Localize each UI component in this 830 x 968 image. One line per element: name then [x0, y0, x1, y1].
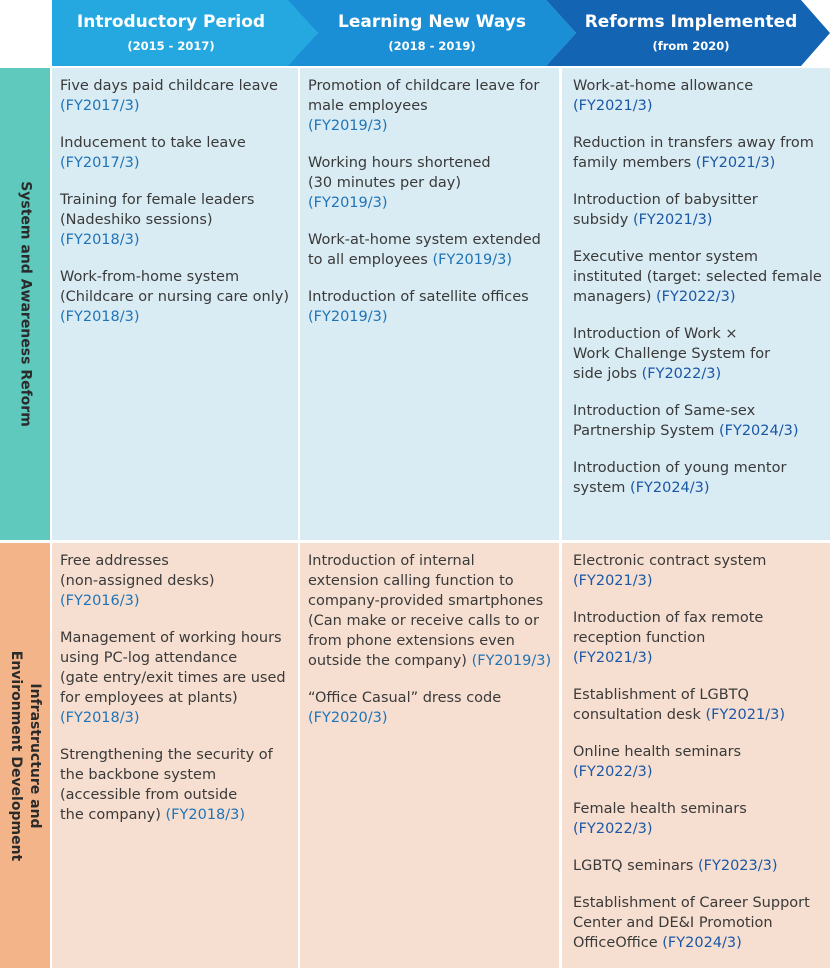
reform-item-text: Establishment of LGBTQ: [573, 687, 749, 703]
reform-item-text: extension calling function to: [308, 573, 514, 589]
fiscal-year-label: (FY2018/3): [60, 710, 140, 726]
fiscal-year-label: (FY2019/3): [432, 252, 512, 268]
reform-item-text: (accessible from outside: [60, 787, 238, 803]
reform-item-text: LGBTQ seminars: [573, 858, 694, 874]
reform-item-text: Introduction of babysitter: [573, 192, 758, 208]
reform-item-text: Inducement to take leave: [60, 135, 246, 151]
reform-item: [573, 247, 824, 307]
row-label-line: Infrastructure and: [27, 682, 43, 829]
fiscal-year-label: (FY2021/3): [705, 707, 785, 723]
reform-item: [308, 76, 553, 136]
reform-item-text: reception function: [573, 630, 706, 646]
reform-item: [60, 76, 292, 116]
fiscal-year-label: (FY2023/3): [697, 858, 778, 874]
reform-item-text: the company): [60, 807, 161, 823]
reform-item: [573, 401, 824, 441]
reform-item: [573, 893, 824, 953]
fiscal-year-label: (FY2024/3): [630, 480, 710, 496]
fiscal-year-label: (FY2021/3): [632, 212, 713, 228]
reform-item-text: Management of working hours: [60, 630, 282, 646]
reform-item-text: instituted (target: selected female: [573, 269, 822, 285]
reform-item-text: Promotion of childcare leave for: [308, 78, 540, 94]
fiscal-year-label: (FY2017/3): [60, 155, 140, 171]
fiscal-year-label: (FY2021/3): [695, 155, 776, 171]
fiscal-year-label: (FY2022/3): [656, 289, 736, 305]
reform-item: [573, 742, 824, 782]
reform-item-text: system: [573, 480, 626, 496]
reform-item: [60, 551, 292, 611]
reform-item-text: Reduction in transfers away from: [573, 135, 814, 151]
reform-item-text: to all employees: [308, 252, 428, 268]
reform-item-text: Center and DE&I Promotion: [573, 915, 773, 931]
reform-item-text: Strengthening the security of: [60, 747, 273, 763]
phase-header-learning: [288, 0, 576, 66]
phase-header-reforms: [546, 0, 830, 66]
reform-item-text: consultation desk: [573, 707, 701, 723]
reform-item-text: Introduction of fax remote: [573, 610, 764, 626]
row-label-infrastructure: [0, 543, 50, 968]
cell-system-reforms: [562, 68, 830, 540]
cell-system-introductory: [52, 68, 298, 540]
reform-item: [573, 190, 824, 230]
reform-item-text: (Nadeshiko sessions): [60, 212, 213, 228]
reform-item-text: (Can make or receive calls to or: [308, 613, 540, 629]
reform-item: [60, 267, 292, 327]
reform-item-text: Introduction of satellite offices: [308, 289, 529, 305]
reform-item-text: Work-at-home system extended: [308, 232, 541, 248]
reform-item: [60, 133, 292, 173]
fiscal-year-label: (FY2022/3): [573, 764, 653, 780]
reform-item-text: Working hours shortened: [308, 155, 491, 171]
fiscal-year-label: (FY2016/3): [60, 593, 140, 609]
reform-item-text: Training for female leaders: [60, 192, 255, 208]
reform-item-text: Executive mentor system: [573, 249, 758, 265]
reform-item-text: side jobs: [573, 366, 637, 382]
reform-item-text: Work Challenge System for: [573, 346, 771, 362]
phase-title: Reforms Implemented: [584, 12, 798, 32]
row-label-line: System and Awareness Reform: [17, 181, 34, 427]
fiscal-year-label: (FY2019/3): [308, 195, 388, 211]
fiscal-year-label: (FY2018/3): [60, 232, 140, 248]
fiscal-year-label: (FY2019/3): [308, 309, 388, 325]
reform-item-text: (non-assigned desks): [60, 573, 215, 589]
fiscal-year-label: (FY2018/3): [60, 309, 140, 325]
reform-item-text: “Office Casual” dress code: [308, 690, 502, 706]
reform-item-text: company-provided smartphones: [308, 593, 544, 609]
reform-item-text: male employees: [308, 98, 428, 114]
reform-item: [573, 608, 824, 668]
reform-item: [60, 190, 292, 250]
reform-item-text: (30 minutes per day): [308, 175, 462, 191]
fiscal-year-label: (FY2021/3): [573, 650, 653, 666]
reform-item-text: outside the company): [308, 653, 467, 669]
reform-item-text: Free addresses: [60, 553, 169, 569]
reform-item-text: Partnership System: [573, 423, 715, 439]
reform-item-text: from phone extensions even: [308, 633, 515, 649]
reform-item-text: subsidy: [573, 212, 629, 228]
reform-item: [573, 324, 824, 384]
reform-item-text: (gate entry/exit times are used: [60, 670, 286, 686]
reform-item-text: managers): [573, 289, 652, 305]
fiscal-year-label: (FY2022/3): [641, 366, 722, 382]
cell-infra-learning: [300, 543, 559, 968]
phase-title: Introductory Period: [76, 12, 266, 32]
cell-system-learning: [300, 68, 559, 540]
reform-item: [308, 688, 553, 728]
reform-item-text: family members: [573, 155, 692, 171]
row-label-line: Environment Development: [8, 650, 24, 861]
row-label-system-awareness: [0, 68, 50, 540]
reform-item: [60, 628, 292, 728]
phase-title: Learning New Ways: [337, 12, 526, 32]
fiscal-year-label: (FY2018/3): [165, 807, 246, 823]
fiscal-year-label: (FY2019/3): [308, 118, 388, 134]
reform-item-text: Introduction of internal: [308, 553, 475, 569]
reform-item-text: for employees at plants): [60, 690, 238, 706]
reform-item-text: Online health seminars: [573, 744, 742, 760]
phase-header-introductory: [52, 0, 318, 66]
fiscal-year-label: (FY2020/3): [308, 710, 388, 726]
cell-infra-reforms: [562, 543, 830, 968]
reform-item: [573, 551, 824, 591]
reform-item-text: the backbone system: [60, 767, 217, 783]
reform-item: [573, 685, 824, 725]
reform-item: [308, 551, 553, 671]
fiscal-year-label: (FY2019/3): [471, 653, 552, 669]
phase-years: (2018 - 2019): [388, 39, 476, 53]
reform-item: [573, 458, 824, 498]
reform-item-text: (Childcare or nursing care only): [60, 289, 289, 305]
fiscal-year-label: (FY2021/3): [573, 98, 653, 114]
reform-item: [573, 76, 824, 116]
reform-item: [308, 230, 553, 270]
reform-item-text: Work-from-home system: [60, 269, 240, 285]
reform-item: [573, 133, 824, 173]
reform-item-text: Five days paid childcare leave: [60, 78, 278, 94]
fiscal-year-label: (FY2024/3): [718, 423, 799, 439]
fiscal-year-label: (FY2017/3): [60, 98, 140, 114]
reform-item: [308, 287, 553, 327]
reform-item: [60, 745, 292, 825]
reform-item-text: Introduction of young mentor: [573, 460, 787, 476]
phase-years: (from 2020): [652, 39, 730, 53]
reform-item-text: Work-at-home allowance: [573, 78, 754, 94]
fiscal-year-label: (FY2024/3): [662, 935, 742, 951]
reform-item: [308, 153, 553, 213]
reform-item-text: Establishment of Career Support: [573, 895, 810, 911]
reform-item-text: using PC-log attendance: [60, 650, 238, 666]
reform-item-text: Introduction of Same-sex: [573, 403, 756, 419]
reform-item-text: OfficeOffice: [573, 935, 658, 951]
fiscal-year-label: (FY2021/3): [573, 573, 653, 589]
reform-item-text: Female health seminars: [573, 801, 747, 817]
reform-item: [573, 799, 824, 839]
reform-item-text: Introduction of Work ×: [573, 326, 738, 342]
cell-infra-introductory: [52, 543, 298, 968]
phase-years: (2015 - 2017): [127, 39, 215, 53]
reform-item-text: Electronic contract system: [573, 553, 767, 569]
reform-item: [573, 856, 824, 876]
fiscal-year-label: (FY2022/3): [573, 821, 653, 837]
